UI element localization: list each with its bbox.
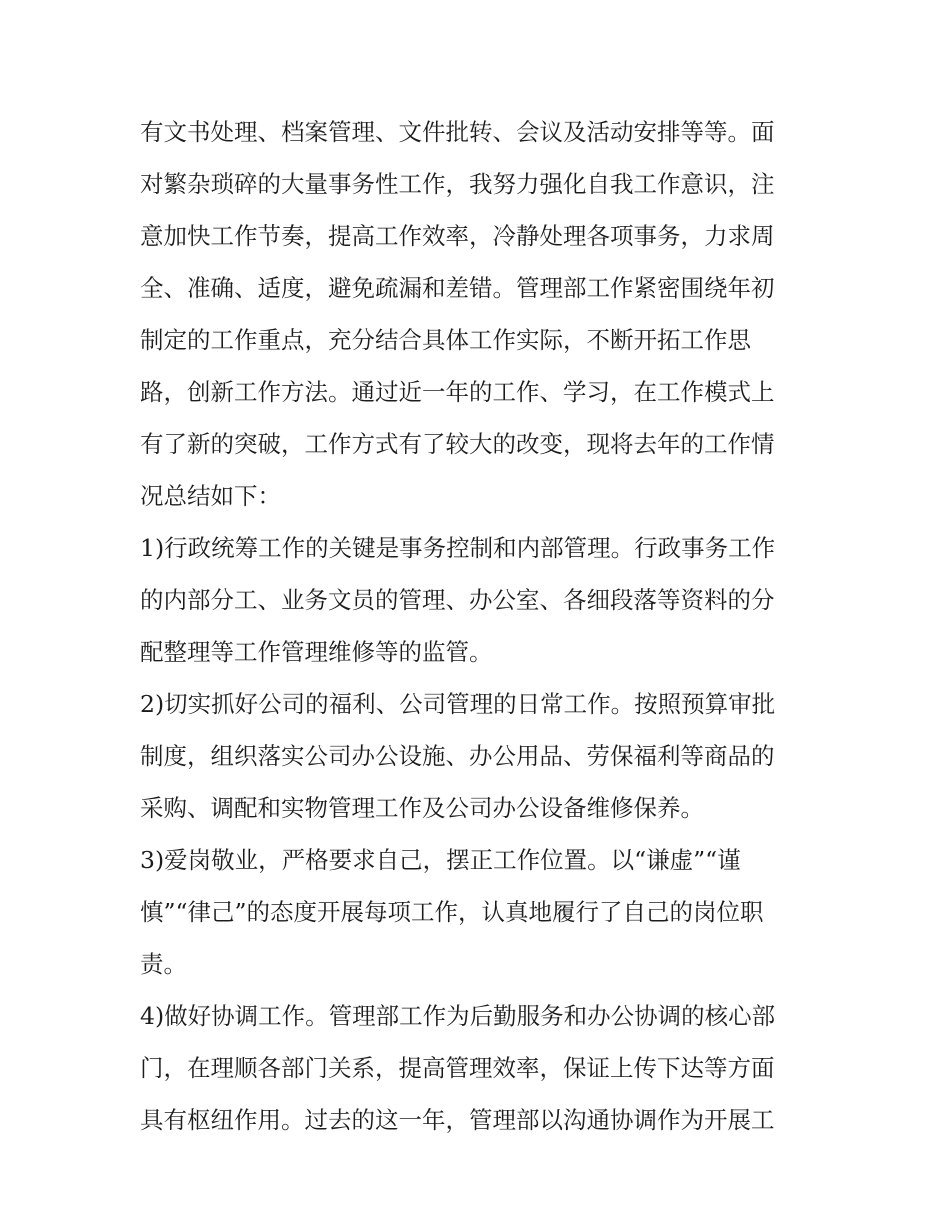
text-line: 有文书处理、档案管理、文件批转、会议及活动安排等等。面 [140,118,775,146]
text-line: 具有枢纽作用。过去的这一年，管理部以沟通协调作为开展工 [140,1106,775,1134]
text-line: 有了新的突破，工作方式有了较大的改变，现将去年的工作情 [140,430,775,458]
text-line: 制度，组织落实公司办公设施、办公用品、劳保福利等商品的 [140,742,775,770]
document-body [140,106,820,1146]
text-line: 采购、调配和实物管理工作及公司办公设备维修保养。 [140,794,704,822]
text-line: 4)做好协调工作。管理部工作为后勤服务和办公协调的核心部 [140,1002,776,1030]
text-line: 的内部分工、业务文员的管理、办公室、各细段落等资料的分 [140,586,775,614]
text-line: 门，在理顺各部门关系，提高管理效率，保证上传下达等方面 [140,1054,775,1082]
text-line: 责。 [140,950,187,978]
text-line: 全、准确、适度，避免疏漏和差错。管理部工作紧密围绕年初 [140,274,775,302]
text-line: 制定的工作重点，充分结合具体工作实际，不断开拓工作思 [140,326,751,354]
text-line: 慎”“律己”的态度开展每项工作，认真地履行了自己的岗位职 [140,898,764,926]
text-line: 对繁杂琐碎的大量事务性工作，我努力强化自我工作意识，注 [140,170,775,198]
text-line: 路，创新工作方法。通过近一年的工作、学习，在工作模式上 [140,378,775,406]
text-line: 2)切实抓好公司的福利、公司管理的日常工作。按照预算审批 [140,690,776,718]
text-line: 配整理等工作管理维修等的监管。 [140,638,493,666]
text-line: 意加快工作节奏，提高工作效率，冷静处理各项事务，力求周 [140,222,775,250]
text-line: 况总结如下： [140,482,281,510]
text-line: 1)行政统筹工作的关键是事务控制和内部管理。行政事务工作 [140,534,776,562]
text-line: 3)爱岗敬业，严格要求自己，摆正工作位置。以“谦虚”“谨 [140,846,741,874]
